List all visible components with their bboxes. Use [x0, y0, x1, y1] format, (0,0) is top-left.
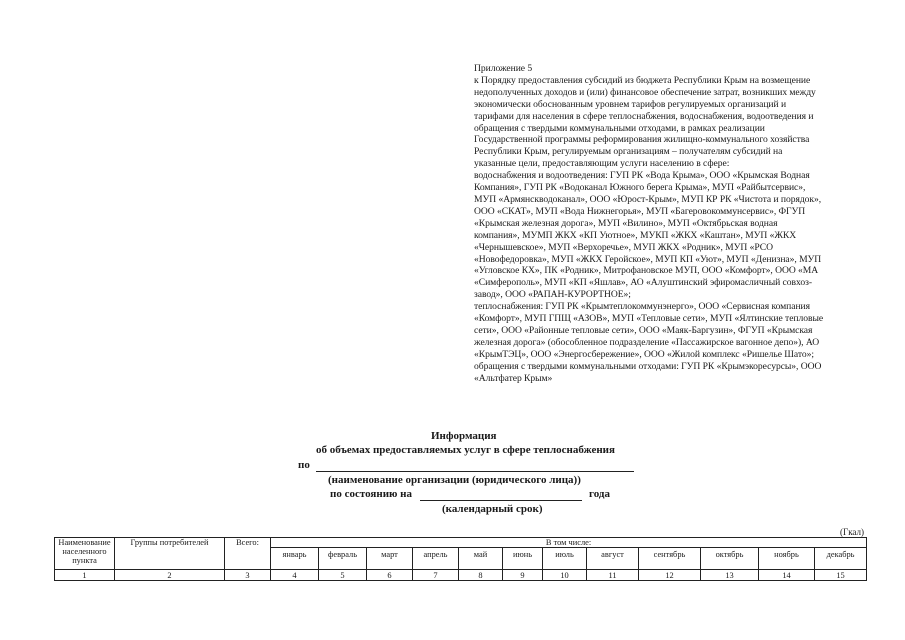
- month-header: май: [459, 548, 503, 570]
- period-caption: (календарный срок): [442, 503, 543, 515]
- appendix-text-line: завод», ООО «РАПАН-КУРОРТНОЕ»;: [474, 289, 631, 301]
- appendix-text-line: экономически обоснованным уровнем тарифов регулируемых организаций и: [474, 98, 787, 110]
- services-volume-table: [54, 537, 867, 581]
- appendix-text-line: Компания», ГУП РК «Водоканал Южного берега Крыма», МУП «Райбытсервис»,: [474, 182, 806, 194]
- document-heading: Информация: [431, 430, 497, 442]
- appendix-header: [474, 63, 886, 384]
- appendix-text-line: недополученных доходов и (или) финансовое обеспечение затрат, возникших между: [474, 86, 816, 98]
- appendix-text-line: «Чернышевское», МУП «Верхоречье», МУП ЖКХ «Родник», МУП «РСО: [474, 241, 773, 253]
- column-number: 9: [503, 570, 543, 581]
- org-name-caption: (наименование организации (юридического лица)): [328, 474, 581, 486]
- as-of-label: по состоянию на: [330, 488, 413, 500]
- appendix-text-line: «Альтфатер Крым»: [474, 372, 553, 384]
- appendix-text-line: компания», МУМП ЖКХ «КП Уютное», МУКП «ЖКХ «Каштан», МУП «ЖКХ: [474, 229, 797, 241]
- appendix-text-line: «Крымская железная дорога», МУП «Вилино», МУП «Октябрьская водная: [474, 217, 778, 229]
- month-header: ноябрь: [759, 548, 815, 570]
- month-header: январь: [271, 548, 319, 570]
- column-number: 14: [759, 570, 815, 581]
- appendix-text-line: «Комфорт», МУП ГПЩ «АЗОВ», МУП «Тепловые сети», МУП «Ялтинские тепловые: [474, 313, 824, 325]
- month-header: сентябрь: [639, 548, 701, 570]
- appendix-text-line: ООО «СКАТ», МУП «Вода Нижнегорья», МУП «Багеровокоммунсервис», ФГУП: [474, 205, 806, 217]
- appendix-text-line: указанные цели, предоставляющим услуги населению в сфере:: [474, 158, 730, 170]
- appendix-text-line: «Новофедоровка», МУП «ЖКХ Геройское», МУП КП «Уют», МУП «Денизна», МУП: [474, 253, 822, 265]
- month-header: апрель: [413, 548, 459, 570]
- appendix-text-line: теплоснабжения: ГУП РК «Крымтеплокоммунэнерго», ООО «Сервисная компания: [474, 301, 810, 313]
- appendix-text-line: сети», ООО «Районные тепловые сети», ООО «Маяк-Баргузин», ФГУП «Крымская: [474, 324, 813, 336]
- month-header: август: [587, 548, 639, 570]
- col-header-settlement: Наименование населенного пункта: [55, 538, 115, 570]
- org-name-fill-line: [316, 471, 634, 472]
- appendix-number: Приложение 5: [474, 63, 533, 74]
- column-number: 1: [55, 570, 115, 581]
- year-label: года: [589, 488, 610, 500]
- appendix-text-line: Государственной программы реформирования жилищно-коммунального хозяйства: [474, 134, 810, 146]
- month-header: февраль: [319, 548, 367, 570]
- appendix-text-line: железная дорога» (обособленное подразделение «Пассажирское вагонное депо»), АО: [474, 336, 820, 348]
- month-header: октябрь: [701, 548, 759, 570]
- column-number: 7: [413, 570, 459, 581]
- column-number: 3: [225, 570, 271, 581]
- column-number: 15: [815, 570, 867, 581]
- date-fill-line: [420, 500, 582, 501]
- unit-label: (Гкал): [840, 527, 864, 537]
- appendix-text-line: «Симферополь», МУП «КП «Яшлав», АО «Алуштинский эфиромасличный совхоз-: [474, 277, 812, 289]
- appendix-text-line: «Угловское КХ», ПК «Родник», Митрофановское МУП, ООО «Комфорт», ООО «МА: [474, 265, 819, 277]
- col-header-total: Всего:: [225, 538, 271, 570]
- month-header: декабрь: [815, 548, 867, 570]
- month-header: июль: [543, 548, 587, 570]
- column-number: 13: [701, 570, 759, 581]
- column-number: 6: [367, 570, 413, 581]
- month-header: июнь: [503, 548, 543, 570]
- column-number: 5: [319, 570, 367, 581]
- org-prefix-label: по: [298, 459, 310, 471]
- appendix-text-line: обращения с твердыми коммунальными отходами: ГУП РК «Крымэкоресурсы», ООО: [474, 360, 822, 372]
- column-numbers-row: [55, 570, 867, 581]
- column-number: 2: [115, 570, 225, 581]
- appendix-text-line: тарифами для населения в сфере теплоснабжения, водоснабжения, водоотведения и: [474, 110, 814, 122]
- appendix-text-line: МУП «Армянскводоканал», ООО «Юрост-Крым», МУП КР РК «Чистота и порядок»,: [474, 193, 822, 205]
- column-number: 4: [271, 570, 319, 581]
- month-header: март: [367, 548, 413, 570]
- appendix-text-line: водоснабжения и водоотведения: ГУП РК «Вода Крыма», ООО «Крымская Водная: [474, 170, 810, 182]
- column-number: 10: [543, 570, 587, 581]
- col-header-including: В том числе:: [271, 538, 867, 548]
- document-subheading: об объемах предоставляемых услуг в сфере теплоснабжения: [316, 444, 615, 456]
- column-number: 11: [587, 570, 639, 581]
- appendix-text-line: к Порядку предоставления субсидий из бюджета Республики Крым на возмещение: [474, 74, 811, 86]
- col-header-consumer-groups: Группы потребителей: [115, 538, 225, 570]
- column-number: 12: [639, 570, 701, 581]
- appendix-text-line: обращения с твердыми коммунальными отходами, в рамках реализации: [474, 122, 765, 134]
- column-number: 8: [459, 570, 503, 581]
- appendix-text-line: Республики Крым, регулируемым организациям – получателям субсидий на: [474, 146, 783, 158]
- appendix-text-line: «КрымТЭЦ», ООО «Энергосбережение», ООО «Жилой комплекс «Ришелье Шато»;: [474, 348, 814, 360]
